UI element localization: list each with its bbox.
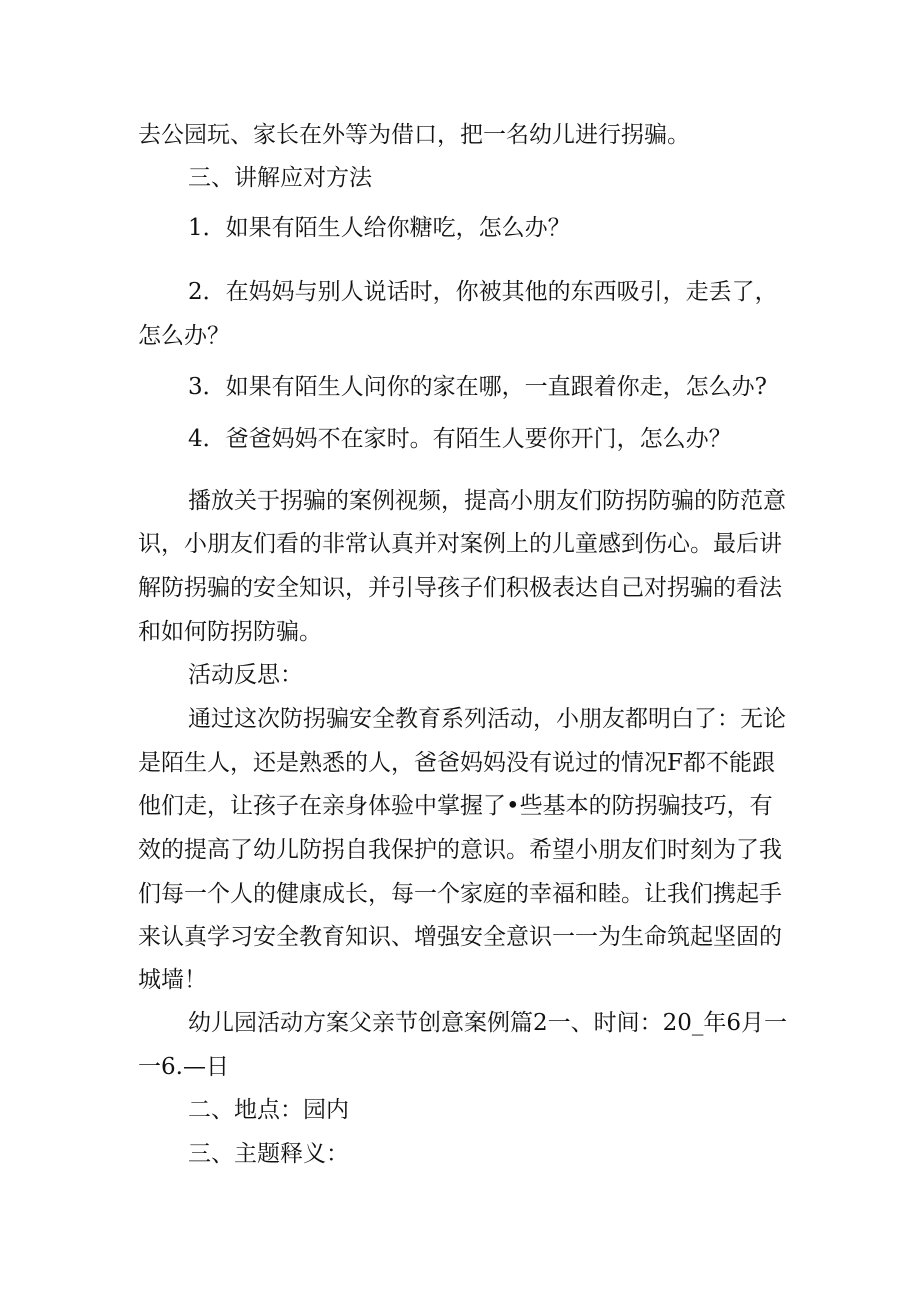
text-line: 播放关于拐骗的案例视频，提高小朋友们防拐防骗的防范意 — [188, 488, 786, 514]
text-line: 效的提高了幼儿防拐自我保护的意识。希望小朋友们时刻为了我 — [138, 837, 782, 863]
section-heading: 二、地点：园内 — [188, 1097, 349, 1123]
list-item: 2．在妈妈与别人说话时，你被其他的东西吸引，走丢了， — [188, 279, 778, 305]
text-line: 解防拐骗的安全知识，并引导孩子们积极表达自己对拐骗的看法 — [138, 575, 782, 601]
text-line: 来认真学习安全教育知识、增强安全意识一一为生命筑起坚固的 — [138, 924, 782, 950]
list-item: 1．如果有陌生人给你糖吃，怎么办？ — [188, 215, 571, 241]
text-line: 他们走，让孩子在亲身体验中掌握了•些基本的防拐骗技巧，有 — [138, 793, 773, 819]
text-line: 城墙！ — [138, 967, 207, 993]
list-item: 3．如果有陌生人问你的家在哪，一直跟着你走，怎么办? — [188, 374, 767, 400]
section-heading: 幼儿园活动方案父亲节创意案例篇2一、时间：20_年6月一 — [188, 1010, 788, 1036]
text-line: 怎么办？ — [138, 323, 230, 349]
text-line: 通过这次防拐骗安全教育系列活动，小朋友都明白了：无论 — [188, 706, 786, 732]
text-line: 们每一个人的健康成长，每一个家庭的幸福和睦。让我们携起手 — [138, 881, 782, 907]
text-line: 一6.—日 — [138, 1054, 229, 1080]
section-heading: 三、主题释义： — [188, 1141, 349, 1167]
text-line: 识，小朋友们看的非常认真并对案例上的儿童感到伤心。最后讲 — [138, 531, 782, 557]
text-line: 是陌生人，还是熟悉的人，爸爸妈妈没有说过的情况F都不能跟 — [138, 750, 775, 776]
section-heading: 三、讲解应对方法 — [188, 165, 372, 191]
section-heading: 活动反思： — [188, 662, 303, 688]
text-line: 去公园玩、家长在外等为借口，把一名幼儿进行拐骗。 — [138, 122, 690, 148]
list-item: 4．爸爸妈妈不在家时。有陌生人要你开门，怎么办？ — [188, 426, 732, 452]
text-line: 和如何防拐防骗。 — [138, 619, 322, 645]
